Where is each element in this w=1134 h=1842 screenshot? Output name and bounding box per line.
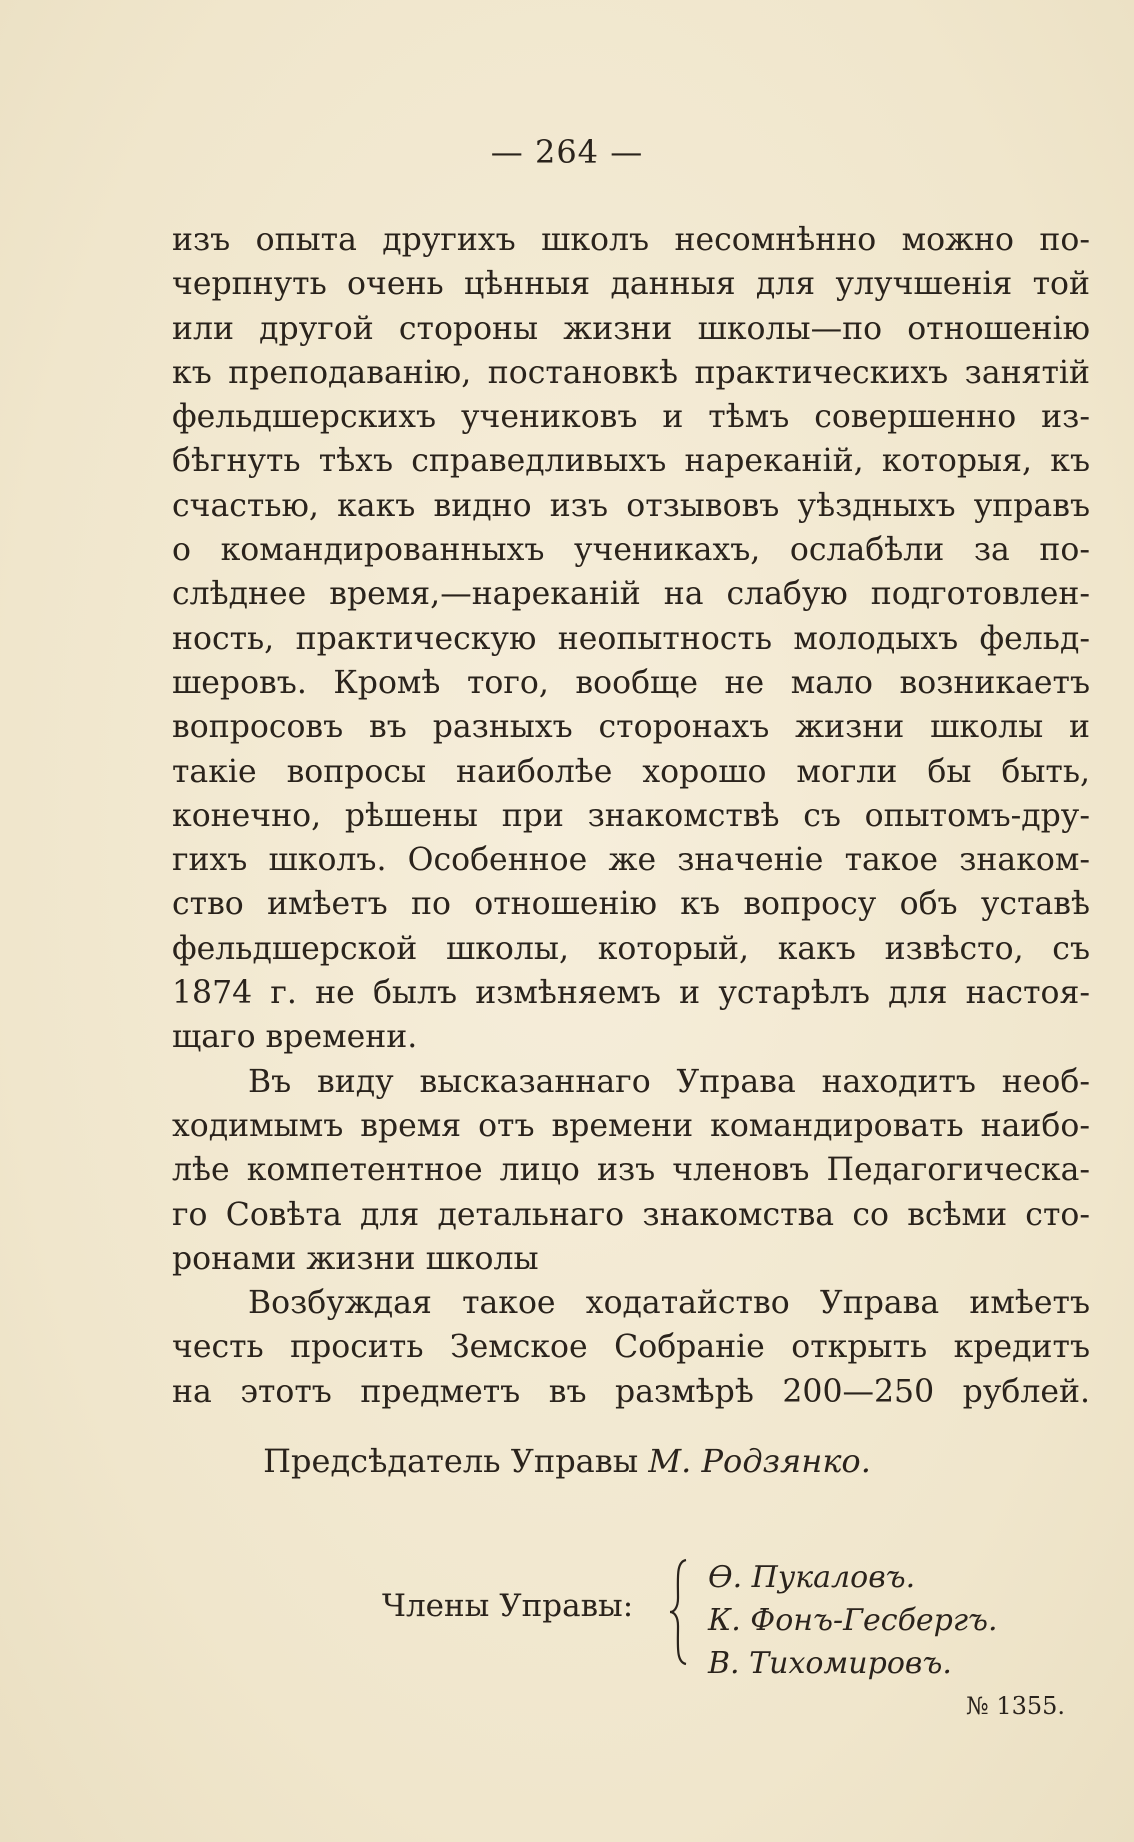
chairman-signature bbox=[0, 1442, 1134, 1480]
text-line: такіе вопросы наиболѣе хорошо могли бы быть, bbox=[172, 753, 1090, 790]
text-line: ронами жизни школы bbox=[172, 1240, 539, 1277]
members-label: Члены Управы: bbox=[382, 1588, 634, 1624]
chairman-title: Предсѣдатель Управы bbox=[263, 1442, 639, 1480]
text-line: шеровъ. Кромѣ того, вообще не мало возникаетъ bbox=[172, 664, 1090, 701]
text-line: конечно, рѣшены при знакомствѣ съ опытомъ-дру- bbox=[172, 797, 1090, 834]
text-line: честь просить Земское Собраніе открыть кредитъ bbox=[172, 1329, 1090, 1366]
page-number: — 264 — bbox=[490, 133, 644, 171]
text-line: гихъ школъ. Особенное же значеніе такое знаком- bbox=[172, 842, 1090, 879]
text-line: го Совѣта для детальнаго знакомства со всѣми сто- bbox=[172, 1196, 1090, 1233]
text-line: 1874 г. не былъ измѣняемъ и устарѣлъ для настоя- bbox=[172, 975, 1090, 1012]
member-name: К. Фонъ-Гесбергъ. bbox=[708, 1603, 998, 1638]
text-line: ность, практическую неопытность молодыхъ фельд- bbox=[172, 620, 1090, 657]
text-line: счастью, какъ видно изъ отзывовъ уѣздныхъ управъ bbox=[172, 487, 1090, 524]
text-line: вопросовъ въ разныхъ сторонахъ жизни школы и bbox=[172, 709, 1090, 746]
chairman-name: М. Родзянко. bbox=[648, 1442, 871, 1480]
text-line: изъ опыта другихъ школъ несомнѣнно можно по- bbox=[172, 222, 1090, 258]
text-line: или другой стороны жизни школы—по отношенію bbox=[172, 310, 1090, 347]
members-list bbox=[708, 1556, 998, 1685]
text-line: Въ виду высказаннаго Управа находитъ необ- bbox=[248, 1063, 1090, 1100]
text-line: ство имѣетъ по отношенію къ вопросу объ уставѣ bbox=[172, 886, 1090, 923]
text-line: фельдшерской школы, который, какъ извѣсто, съ bbox=[172, 930, 1090, 967]
text-line: бѣгнуть тѣхъ справедливыхъ нареканій, которыя, къ bbox=[172, 443, 1090, 480]
text-line: слѣднее время,—нареканій на слабую подготовлен- bbox=[172, 576, 1090, 613]
text-line: на этотъ предметъ въ размѣрѣ 200—250 рублей. bbox=[172, 1373, 1090, 1410]
member-name: В. Тихомировъ. bbox=[708, 1646, 952, 1681]
text-line: фельдшерскихъ учениковъ и тѣмъ совершенно из- bbox=[172, 399, 1090, 436]
text-line: Возбуждая такое ходатайство Управа имѣетъ bbox=[248, 1285, 1090, 1322]
text-line: лѣе компетентное лицо изъ членовъ Педагогическа- bbox=[172, 1152, 1090, 1189]
document-number: № 1355. bbox=[966, 1692, 1066, 1720]
curly-brace bbox=[668, 1558, 690, 1666]
text-line: ходимымъ время отъ времени командировать наибо- bbox=[172, 1107, 1090, 1144]
member-name: Ѳ. Пукаловъ. bbox=[708, 1560, 916, 1595]
text-line: о командированныхъ ученикахъ, ослабѣли за по- bbox=[172, 532, 1090, 569]
text-line: къ преподаванію, постановкѣ практическихъ занятій bbox=[172, 354, 1090, 391]
text-line: щаго времени. bbox=[172, 1019, 418, 1056]
text-line: черпнуть очень цѣнныя данныя для улучшенія той bbox=[172, 266, 1090, 303]
body-text bbox=[172, 218, 1090, 1414]
